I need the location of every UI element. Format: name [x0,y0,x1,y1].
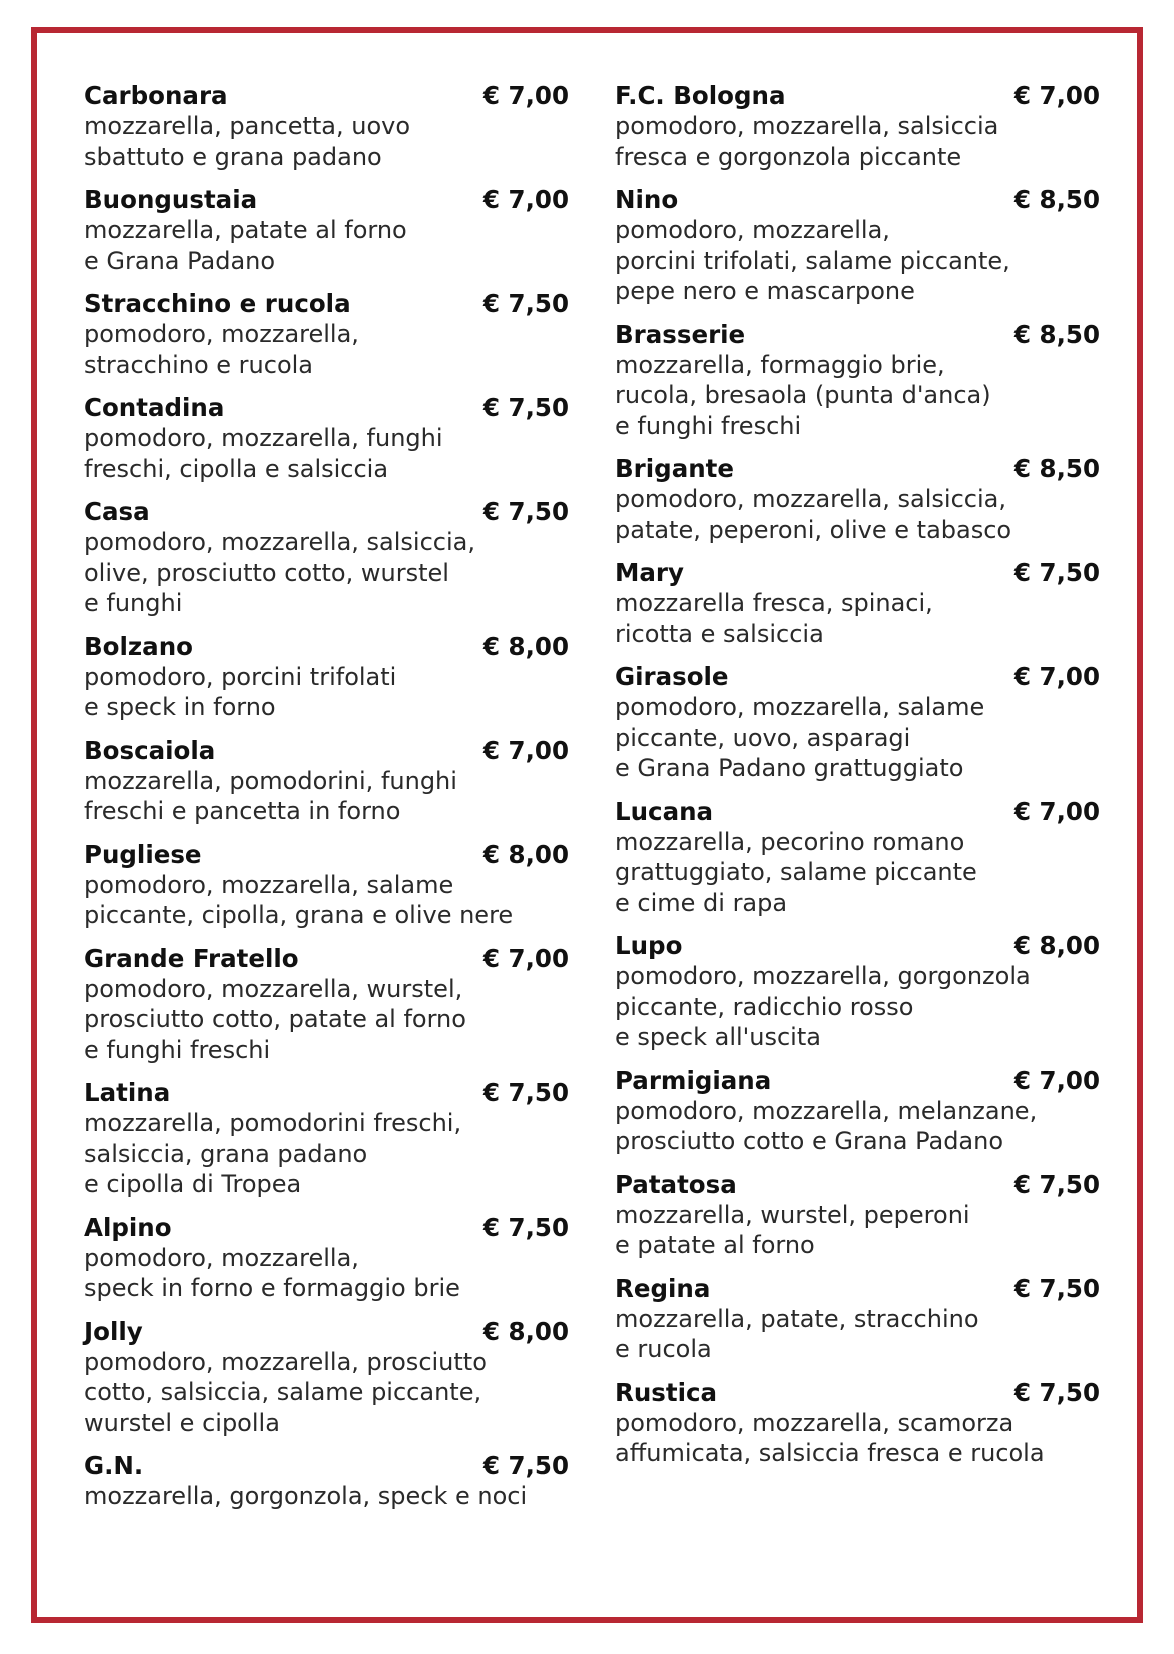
menu-item [615,1170,1100,1261]
menu-item-name: F.C. Bologna [615,81,786,110]
menu-item-description: mozzarella, pomodorini freschi, salsiccia, grana padano e cipolla di Tropea [84,1109,462,1198]
menu-item-price: € 7,50 [1013,558,1100,587]
menu-item-header [84,1078,569,1108]
menu-item-price: € 7,00 [1013,796,1100,826]
menu-item [615,931,1100,1053]
menu-item-price: € 8,50 [1013,454,1100,483]
menu-item [84,736,569,827]
menu-item [84,1317,569,1439]
menu-item-price: € 7,50 [482,1078,569,1107]
menu-item [84,1213,569,1304]
menu-item-header [84,736,569,766]
menu-item-header [84,393,569,423]
menu-item-price: € 8,00 [482,1316,569,1346]
menu-item-header [615,320,1100,350]
menu-item-name: Alpino [84,1212,172,1242]
menu-item-price: € 7,00 [482,81,569,110]
menu-item-description: pomodoro, mozzarella, speck in forno e formaggio brie [84,1243,460,1302]
menu-item-price: € 8,50 [1013,319,1100,349]
menu-item-description: mozzarella, formaggio brie, rucola, bresaola (punta d'anca) e funghi freschi [615,350,991,440]
menu-item-price: € 7,50 [482,393,569,422]
menu-item-header [84,81,569,111]
menu-item [84,81,569,172]
menu-item-description: pomodoro, mozzarella, melanzane, prosciutto cotto e Grana Padano [615,1096,1038,1155]
menu-item-price: € 7,50 [1013,1377,1100,1407]
menu-item [84,289,569,380]
menu-item-description: mozzarella, wurstel, peperoni e patate al forno [615,1200,970,1259]
menu-item-description: pomodoro, mozzarella, salsiccia fresca e gorgonzola piccante [615,112,999,171]
menu-item-description: mozzarella fresca, spinaci, ricotta e salsiccia [615,589,933,648]
menu-item-description: mozzarella, patate, stracchino e rucola [615,1304,979,1363]
menu-item-name: Grande Fratello [84,943,299,973]
menu-item-price: € 7,50 [1013,1169,1100,1199]
menu-item-price: € 8,50 [1013,185,1100,214]
menu-item-description: pomodoro, mozzarella, salame piccante, cipolla, grana e olive nere [84,870,514,929]
menu-item-price: € 8,00 [1013,931,1100,960]
menu-item-name: Casa [84,497,150,526]
menu-item-name: Mary [615,558,684,587]
menu-item-name: Bolzano [84,631,193,661]
menu-item-header [84,840,569,870]
menu-item-name: Patatosa [615,1169,737,1199]
menu-item [84,632,569,723]
menu-item-price: € 7,00 [1013,662,1100,691]
menu-item-price: € 7,50 [482,497,569,526]
menu-item-price: € 7,00 [482,943,569,973]
menu-item-header [615,797,1100,827]
menu-item-header [84,632,569,662]
menu-item-name: Lupo [615,931,683,960]
menu-item-header [84,289,569,319]
menu-item-header [615,1170,1100,1200]
menu-item-header [615,558,1100,588]
menu-item-description: mozzarella, pancetta, uovo sbattuto e grana padano [84,112,411,171]
menu-item-name: Jolly [84,1316,143,1346]
menu-item [84,840,569,931]
menu-item-name: Brasserie [615,319,746,349]
menu-item-description: pomodoro, mozzarella, stracchino e rucola [84,320,359,379]
menu-item-name: Carbonara [84,81,228,110]
menu-item-description: pomodoro, mozzarella, scamorza affumicata, salsiccia fresca e rucola [615,1408,1045,1467]
menu-item-description: pomodoro, mozzarella, funghi freschi, cipolla e salsiccia [84,424,443,483]
menu-item-name: Brigante [615,454,734,483]
menu-item-header [615,454,1100,484]
menu-item [84,497,569,619]
menu-item [615,662,1100,784]
menu-item-header [615,931,1100,961]
menu-item-header [84,497,569,527]
menu-item-price: € 7,50 [482,1451,569,1480]
menu-item-name: Lucana [615,796,714,826]
menu-item-description: pomodoro, mozzarella, salame piccante, uovo, asparagi e Grana Padano grattuggiato [615,693,985,782]
menu-item [84,393,569,484]
menu-item-header [84,944,569,974]
menu-item-price: € 7,00 [482,185,569,214]
menu-item-header [615,1066,1100,1096]
menu-item-price: € 7,00 [1013,81,1100,110]
menu-item-description: pomodoro, mozzarella, prosciutto cotto, salsiccia, salame piccante, wurstel e cipolla [84,1347,487,1437]
menu-item-description: pomodoro, mozzarella, gorgonzola piccante, radicchio rosso e speck all'uscita [615,962,1031,1051]
menu-item-header [84,1317,569,1347]
menu-item [615,81,1100,172]
menu-item-price: € 7,00 [1013,1065,1100,1095]
menu-item-description: mozzarella, pecorino romano grattuggiato, salame piccante e cime di rapa [615,827,977,917]
menu-item-header [84,1213,569,1243]
menu-item-name: Girasole [615,662,729,691]
menu-item-name: G.N. [84,1451,144,1480]
menu-item-name: Nino [615,185,679,214]
menu-item-description: pomodoro, mozzarella, wurstel, prosciutto cotto, patate al forno e funghi freschi [84,974,466,1064]
menu-column-left [84,81,569,1525]
menu-item [615,1066,1100,1157]
menu-item-header [615,1378,1100,1408]
menu-item-price: € 7,50 [1013,1273,1100,1303]
menu-item-description: mozzarella, patate al forno e Grana Padano [84,216,407,275]
menu-item [615,1378,1100,1469]
menu-item-description: mozzarella, gorgonzola, speck e noci [84,1482,528,1510]
menu-item-name: Buongustaia [84,185,258,214]
menu-item-price: € 8,00 [482,839,569,869]
menu-item-header [615,81,1100,111]
menu-item-price: € 7,50 [482,1212,569,1242]
menu-item-name: Latina [84,1078,171,1107]
menu-item-description: mozzarella, pomodorini, funghi freschi e pancetta in forno [84,766,457,825]
menu-column-right [615,81,1100,1482]
menu-item [84,944,569,1066]
menu-item-price: € 7,50 [482,289,569,318]
menu-item-description: pomodoro, mozzarella, salsiccia, olive, prosciutto cotto, wurstel e funghi [84,528,475,617]
menu-item-name: Parmigiana [615,1065,772,1095]
menu-item-header [615,662,1100,692]
menu-item [615,797,1100,919]
menu-item-description: pomodoro, porcini trifolati e speck in forno [84,662,397,721]
menu-item-name: Regina [615,1273,711,1303]
menu-item-description: pomodoro, mozzarella, porcini trifolati, salame piccante, pepe nero e mascarpone [615,216,1010,305]
menu-item-name: Boscaiola [84,735,216,765]
menu-item-header [84,1451,569,1481]
menu-item-header [615,1274,1100,1304]
menu-item [84,1451,569,1512]
menu-item-header [615,185,1100,215]
menu-item-name: Stracchino e rucola [84,289,351,318]
menu-item [615,185,1100,307]
menu-item [615,1274,1100,1365]
menu-frame [31,27,1143,1623]
menu-item-name: Contadina [84,393,225,422]
menu-item [615,454,1100,545]
menu-item-price: € 8,00 [482,631,569,661]
menu-item-price: € 7,00 [482,735,569,765]
menu-item [84,1078,569,1200]
menu-item-name: Rustica [615,1377,718,1407]
menu-item-description: pomodoro, mozzarella, salsiccia, patate, peperoni, olive e tabasco [615,485,1012,544]
menu-item [615,320,1100,442]
menu-item [84,185,569,276]
menu-item-name: Pugliese [84,839,202,869]
menu-item-header [84,185,569,215]
menu-item [615,558,1100,649]
